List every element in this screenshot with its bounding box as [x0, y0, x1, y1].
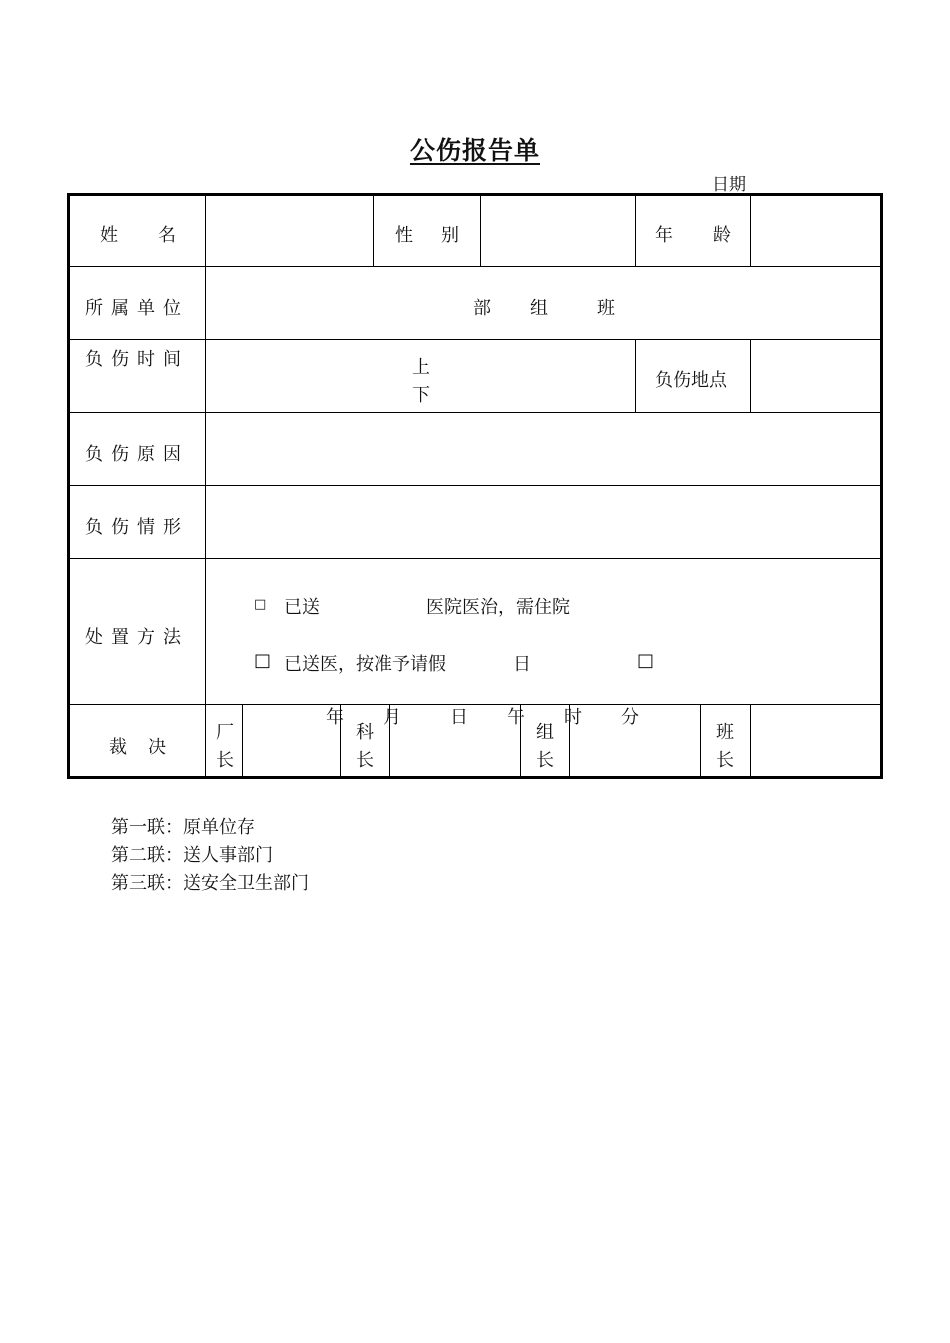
column-divider	[635, 339, 636, 412]
stamp-year: 年	[326, 707, 344, 728]
section-head-signature[interactable]	[393, 724, 517, 774]
row-divider	[69, 266, 881, 267]
copy-note: 第一联：原单位存	[111, 817, 255, 838]
date-label: 日期	[712, 175, 746, 195]
section-head-label-2: 长	[356, 750, 374, 771]
injury-cause-label: 负伤原因	[85, 444, 189, 465]
row-divider	[69, 485, 881, 486]
age-label: 年	[655, 225, 673, 246]
group-leader-signature[interactable]	[573, 724, 697, 774]
shift-leader-label-2: 长	[716, 750, 734, 771]
name-field[interactable]	[210, 198, 370, 262]
injury-location-label: 负伤地点	[655, 370, 727, 391]
table-frame	[67, 193, 883, 779]
hospital-checkbox[interactable]: □	[254, 597, 267, 612]
column-divider	[750, 704, 751, 777]
column-divider	[480, 195, 481, 266]
stamp-minute: 分	[621, 707, 639, 728]
factory-head-signature[interactable]	[246, 710, 336, 774]
name-label-2: 名	[158, 225, 176, 246]
section-head-label: 科	[356, 722, 374, 743]
injury-cause-field[interactable]	[210, 415, 878, 481]
row-divider	[69, 558, 881, 559]
disposal-line2-day: 日	[513, 654, 531, 675]
copy-note: 第二联：送人事部门	[111, 845, 273, 866]
column-divider	[750, 339, 751, 412]
column-divider	[205, 195, 206, 777]
unit-dept: 部	[473, 298, 491, 319]
group-leader-label-2: 长	[536, 750, 554, 771]
group-leader-label: 组	[536, 722, 554, 743]
age-label-2: 龄	[713, 225, 731, 246]
stamp-month: 月	[383, 707, 401, 728]
factory-head-label: 厂	[216, 722, 234, 743]
name-label: 姓	[100, 225, 118, 246]
unit-label: 所属单位	[85, 298, 189, 319]
injury-situation-label: 负伤情形	[85, 517, 189, 538]
unit-shift: 班	[597, 298, 615, 319]
shift-leader-label: 班	[716, 722, 734, 743]
gender-label: 性	[395, 225, 413, 246]
stamp-day: 日	[450, 707, 468, 728]
injury-location-field[interactable]	[754, 342, 878, 408]
disposal-line1-suffix: 医院医治，需住院	[426, 597, 570, 618]
verdict-label: 裁	[109, 737, 127, 758]
disposal-line2-text: 已送医，按准予请假	[284, 654, 446, 675]
injury-time-pm: 下	[412, 385, 430, 406]
shift-leader-signature[interactable]	[754, 708, 878, 774]
column-divider	[373, 195, 374, 266]
copy-note: 第三联：送安全卫生部门	[111, 873, 309, 894]
column-divider	[242, 704, 243, 777]
unit-group: 组	[530, 298, 548, 319]
injury-situation-field[interactable]	[210, 488, 878, 554]
verdict-label-2: 决	[148, 737, 166, 758]
column-divider	[750, 195, 751, 266]
stamp-noon: 午	[507, 707, 525, 728]
row-divider	[69, 704, 881, 705]
column-divider	[635, 195, 636, 266]
hospitalize-checkbox[interactable]: □	[637, 650, 655, 671]
gender-label-2: 别	[441, 225, 459, 246]
disposal-line1-prefix: 已送	[284, 597, 320, 618]
age-field[interactable]	[754, 198, 878, 262]
injury-time-label: 负伤时间	[85, 349, 189, 370]
injury-time-am: 上	[412, 357, 430, 378]
disposal-label: 处置方法	[85, 627, 189, 648]
leave-checkbox[interactable]: □	[254, 650, 272, 671]
stamp-hour: 时	[564, 707, 582, 728]
gender-field[interactable]	[484, 198, 632, 262]
row-divider	[69, 412, 881, 413]
row-divider	[69, 339, 881, 340]
column-divider	[700, 704, 701, 777]
page-title: 公伤报告单	[409, 136, 540, 165]
factory-head-label-2: 长	[216, 750, 234, 771]
